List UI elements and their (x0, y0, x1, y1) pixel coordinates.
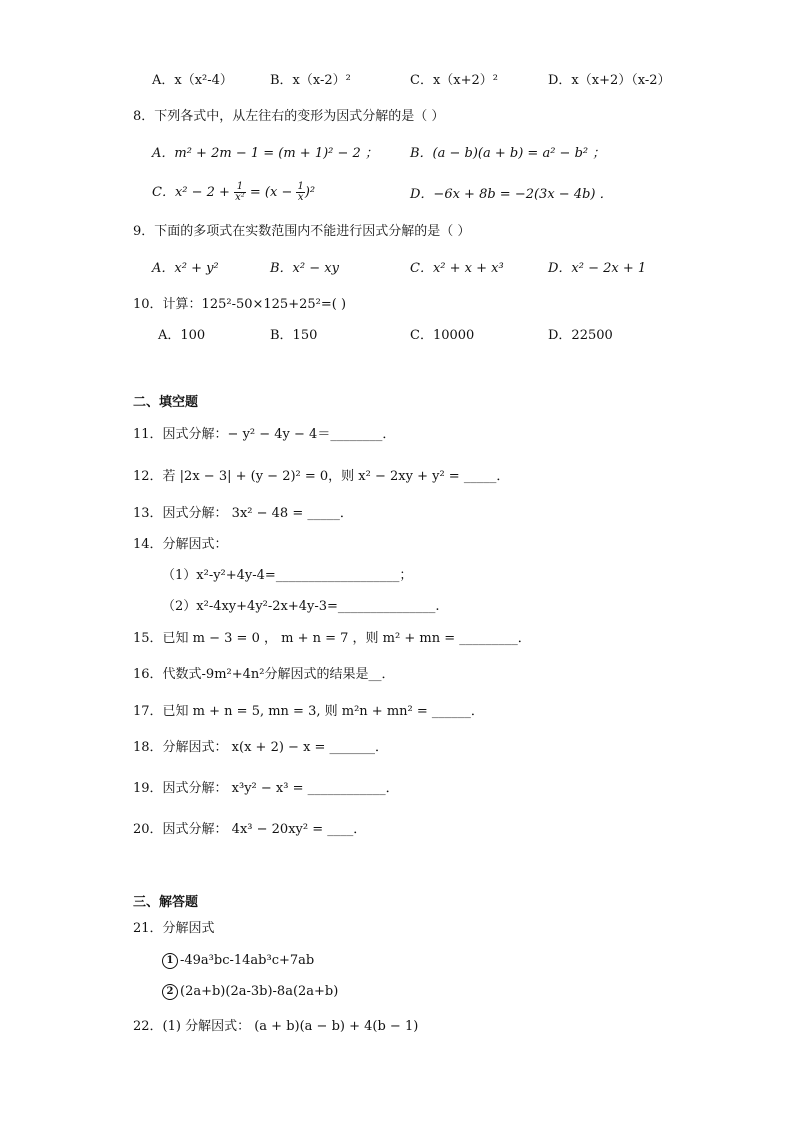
q8-stem: 8．下列各式中，从左往右的变形为因式分解的是（ ） (133, 109, 445, 124)
q8-option-d: D．−6x + 8b = −2(3x − 4b) ． (410, 187, 613, 202)
q9-option-c: C．x² + x + x³ (410, 261, 504, 276)
q7-option-d: D．x（x+2）（x-2） (548, 73, 671, 88)
q7-option-a: A．x（x²-4） (152, 73, 233, 88)
q19: 19．因式分解： x³y² − x³ = ____________． (133, 781, 399, 796)
q22: 22．(1) 分解因式： (a + b)(a − b) + 4(b − 1) (133, 1019, 419, 1034)
q7-option-b: B．x（x-2）² (270, 73, 351, 88)
q17: 17．已知 m + n = 5, mn = 3, 则 m²n + mn² = ______． (133, 704, 484, 719)
q21-part-2: 2 (2a+b)(2a-3b)-8a(2a+b) (162, 983, 338, 1001)
q8-option-c: C．x² − 2 + $\frac{1}{\text{x²}}$ = (x − $\frac{1}{x}$ )² (152, 181, 316, 203)
section-heading-solve: 三、解答题 (133, 895, 199, 910)
q18: 18．分解因式： x(x + 2) − x = _______． (133, 740, 389, 755)
section-heading-fill-in: 二、填空题 (133, 395, 199, 410)
q13: 13．因式分解： 3x² − 48 = _____． (133, 506, 353, 521)
q8-option-a: A．m² + 2m − 1 = (m + 1)² − 2 ； (152, 146, 378, 161)
q7-option-c: C．x（x+2）² (410, 73, 498, 88)
q21-stem: 21．分解因式 (133, 921, 215, 936)
q14-stem: 14．分解因式： (133, 537, 228, 552)
q12: 12．若 |2x − 3| + (y − 2)² = 0，则 x² − 2xy + y² = _____． (133, 469, 510, 484)
q11: 11．因式分解：− y² − 4y − 4＝________． (133, 427, 396, 442)
q8-c-fraction-2: $\frac{1}{x}$ (297, 181, 304, 203)
q9-option-b: B．x² − xy (270, 261, 339, 276)
q9-stem: 9．下面的多项式在实数范围内不能进行因式分解的是（ ） (133, 224, 471, 239)
q21-part-1: 1 -49a³bc-14ab³c+7ab (162, 952, 314, 970)
q14-part-2: （2）x²-4xy+4y²-2x+4y-3=_______________. (162, 599, 440, 614)
q15: 15．已知 m − 3 = 0 ， m + n = 7 ，则 m² + mn = _________． (133, 631, 531, 646)
q10-option-d: D．22500 (548, 328, 613, 343)
circled-number-1: 1 (162, 953, 178, 969)
q20: 20．因式分解： 4x³ − 20xy² = ____． (133, 822, 367, 837)
q10-option-c: C．10000 (410, 328, 475, 343)
q9-option-d: D．x² − 2x + 1 (548, 261, 647, 276)
q14-part-1: （1）x²-y²+4y-4=___________________； (162, 568, 413, 583)
q10-option-a: A．100 (158, 328, 206, 343)
circled-number-2: 2 (162, 984, 178, 1000)
q10-option-b: B．150 (270, 328, 318, 343)
q8-c-fraction-1: $\frac{1}{\text{x²}}$ (235, 181, 245, 203)
q9-option-a: A．x² + y² (152, 261, 219, 276)
q8-option-b: B．(a − b)(a + b) = a² − b² ； (410, 146, 606, 161)
q16: 16．代数式-9m²+4n²分解因式的结果是__． (133, 667, 395, 682)
q10-stem: 10．计算：125²-50×125+25²=( ) (133, 297, 347, 312)
